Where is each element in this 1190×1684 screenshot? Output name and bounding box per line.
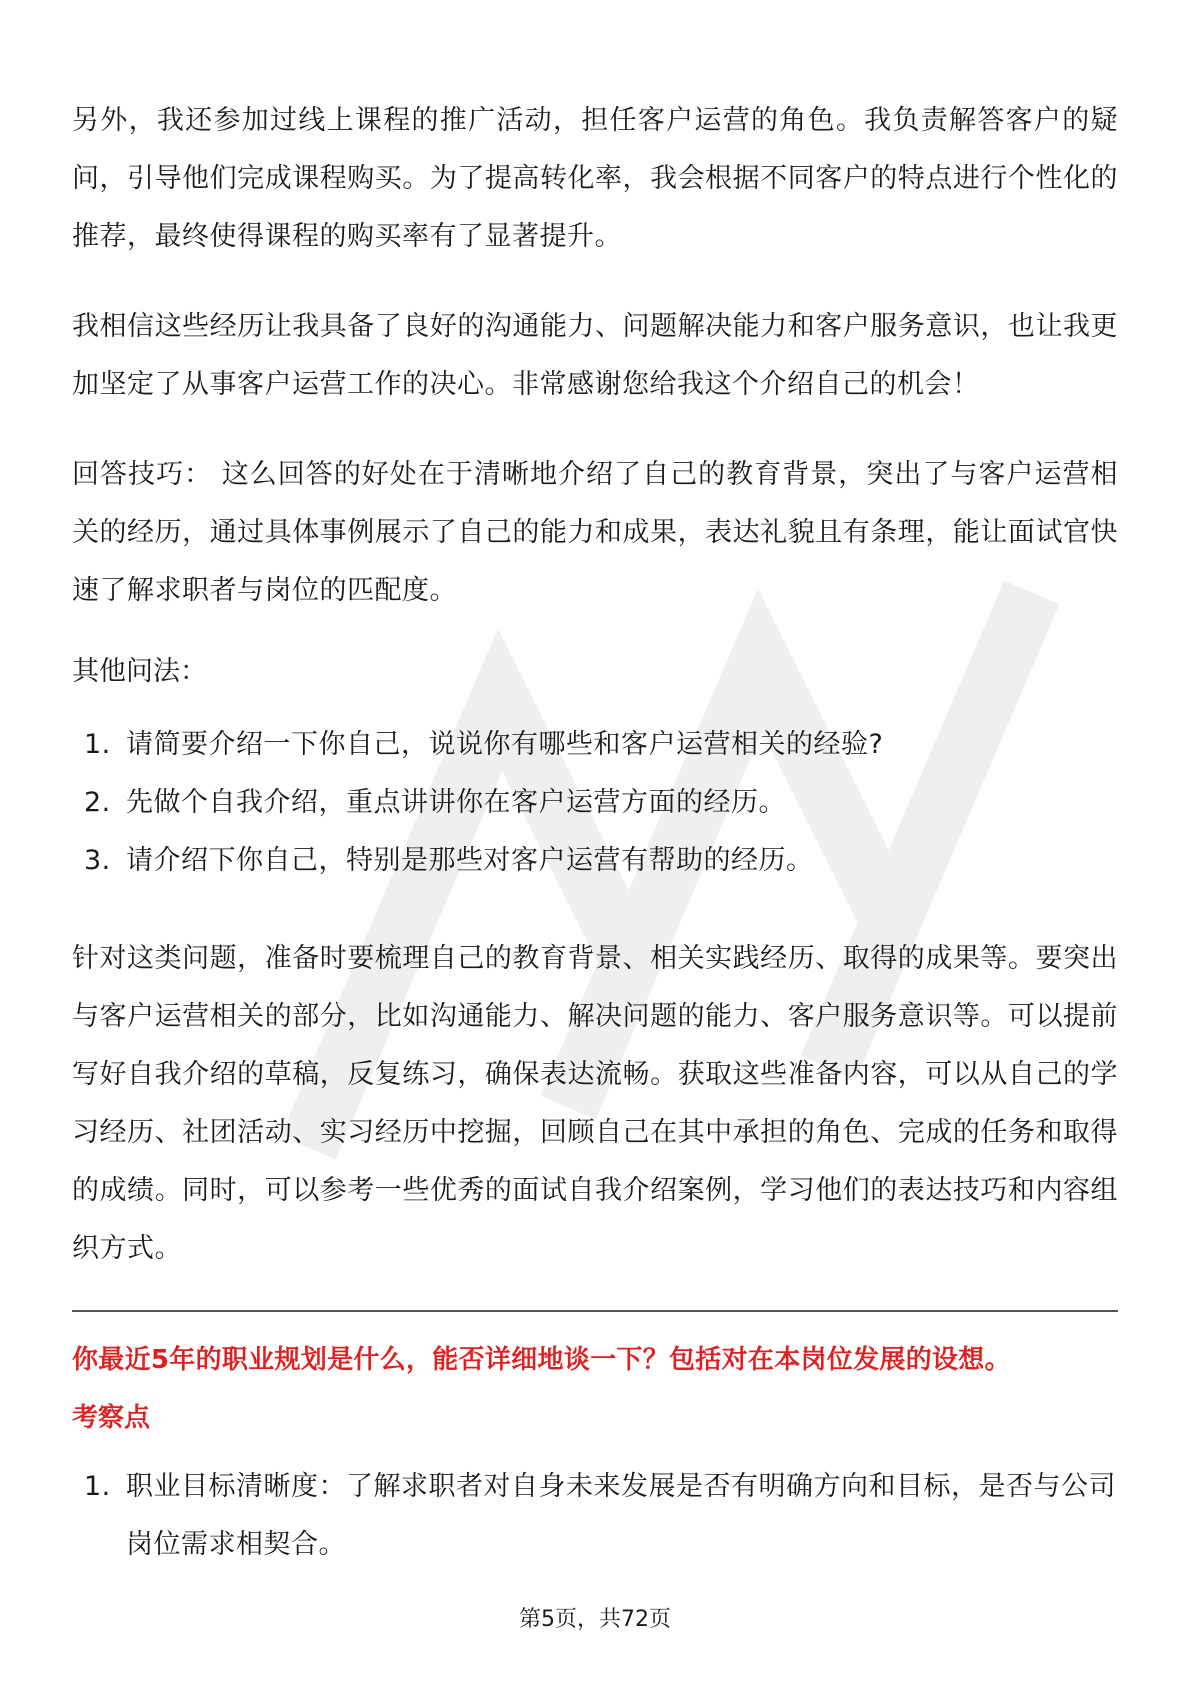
- list-item: [72, 832, 1118, 890]
- list-item: [72, 1458, 1118, 1574]
- list-item-text: 职业目标清晰度：了解求职者对自身未来发展是否有明确方向和目标，是否与公司岗位需求相契合。: [126, 1471, 1116, 1560]
- list-number: 3.: [84, 845, 111, 876]
- question-title: 你最近5年的职业规划是什么，能否详细地谈一下？包括对在本岗位发展的设想。: [72, 1345, 1011, 1375]
- page-footer: 第5页，共72页: [519, 1607, 671, 1632]
- other-questions-heading: 其他问法：: [72, 656, 207, 687]
- assessment-points-list: [72, 1458, 1118, 1574]
- page-content: [72, 92, 1118, 1574]
- list-number: 1.: [84, 1471, 111, 1502]
- paragraph-conclusion: 我相信这些经历让我具备了良好的沟通能力、问题解决能力和客户服务意识，也让我更加坚定了从事客户运营工作的决心。非常感谢您给我这个介绍自己的机会！: [72, 311, 1118, 400]
- paragraph-preparation: 针对这类问题，准备时要梳理自己的教育背景、相关实践经历、取得的成果等。要突出与客户运营相关的部分，比如沟通能力、解决问题的能力、客户服务意识等。可以提前写好自我介绍的草稿，反复练习，确保表达流畅。获取这些准备内容，可以从自己的学习经历、社团活动、实习经历中挖掘，回顾自己在其中承担的角色、完成的任务和取得的成绩。同时，可以参考一些优秀的面试自我介绍案例，学习他们的表达技巧和内容组织方式。: [72, 943, 1118, 1264]
- list-number: 1.: [84, 729, 111, 760]
- paragraph-answer-tips: 回答技巧： 这么回答的好处在于清晰地介绍了自己的教育背景，突出了与客户运营相关的经历，通过具体事例展示了自己的能力和成果，表达礼貌且有条理，能让面试官快速了解求职者与岗位的匹配度。: [72, 459, 1118, 606]
- other-questions-list: [72, 716, 1118, 890]
- list-item-text: 先做个自我介绍，重点讲讲你在客户运营方面的经历。: [126, 787, 786, 818]
- list-item-text: 请简要介绍一下你自己，说说你有哪些和客户运营相关的经验?: [126, 729, 884, 760]
- section-divider: [72, 1310, 1118, 1312]
- list-number: 2.: [84, 787, 111, 818]
- list-item: [72, 774, 1118, 832]
- assessment-points-heading: 考察点: [72, 1403, 151, 1433]
- list-item-text: 请介绍下你自己，特别是那些对客户运营有帮助的经历。: [126, 845, 814, 876]
- list-item: [72, 716, 1118, 774]
- paragraph-experience: 另外，我还参加过线上课程的推广活动，担任客户运营的角色。我负责解答客户的疑问，引导他们完成课程购买。为了提高转化率，我会根据不同客户的特点进行个性化的推荐，最终使得课程的购买率有了显著提升。: [72, 105, 1118, 252]
